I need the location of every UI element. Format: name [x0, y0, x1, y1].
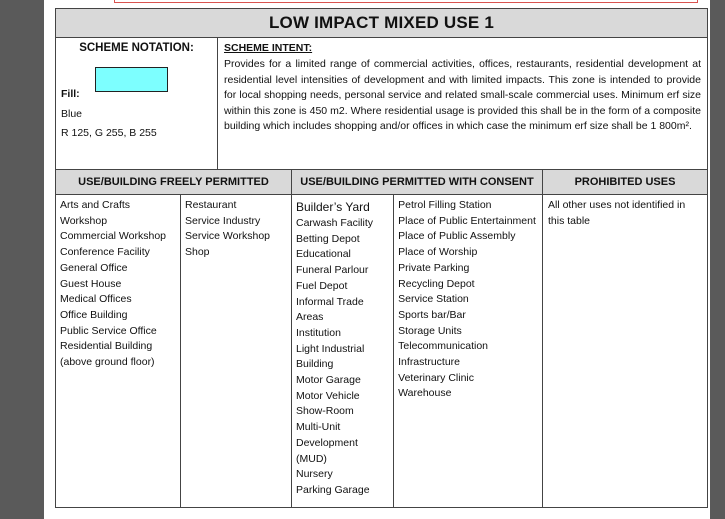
use-list-item: Motor Garage: [296, 374, 361, 387]
fill-color-swatch: [95, 67, 168, 92]
use-list-item: Veterinary Clinic: [398, 371, 475, 384]
consent-column: [292, 195, 543, 507]
use-list-item: Service Station: [398, 293, 469, 306]
use-list-item: Workshop: [60, 214, 108, 227]
use-list-item: Guest House: [60, 277, 122, 290]
scheme-intent-text: Provides for a limited range of commercial activities, offices, restaurants, residential development at residential level intensities of development and with limited impacts. This zone is intended to provide for local shopping needs, personal service and related small-scale commercial uses. Minimum erf size within this zone is 450 m2. Where residential usage is provided this shall be in the form of a composite building which includes shopping and/or offices in which case the minimum erf size shall be 1 800m².: [224, 58, 701, 133]
use-list-item: Carwash Facility: [296, 217, 374, 229]
use-list-item: Light Industrial Building: [296, 342, 365, 371]
column-header-row: [56, 170, 707, 195]
use-list-item: Residential Building (above ground floor): [60, 340, 155, 369]
use-list-item: Service Industry: [185, 214, 261, 227]
fill-label: Fill:: [61, 88, 80, 100]
freely-permitted-header: USE/BUILDING FREELY PERMITTED: [56, 170, 292, 194]
use-list-item: General Office: [60, 261, 128, 274]
scheme-row: [56, 38, 707, 170]
use-list-item: Telecommunication Infrastructure: [398, 340, 489, 369]
consent-list-b: [398, 198, 538, 402]
color-name: Blue: [61, 108, 83, 120]
uses-body-row: [56, 195, 707, 507]
use-list-item: Parking Garage: [296, 483, 370, 496]
use-list-item: Funeral Parlour: [296, 264, 369, 277]
use-list-item: Arts and Crafts: [60, 199, 131, 211]
use-list-item: Warehouse: [398, 387, 452, 400]
use-list-item: Institution: [296, 326, 341, 339]
consent-list-a: [296, 198, 389, 499]
use-list-item: Recycling Depot: [398, 277, 475, 290]
use-list-item: Storage Units: [398, 324, 462, 337]
use-list-item: Nursery: [296, 468, 333, 481]
consent-header: USE/BUILDING PERMITTED WITH CONSENT: [292, 170, 543, 194]
use-list-item: Conference Facility: [60, 246, 150, 259]
freely-permitted-list-a: [60, 198, 176, 371]
use-list-item: Informal Trade Areas: [296, 295, 364, 324]
use-list-item: Place of Public Entertainment: [398, 214, 536, 227]
zone-title: LOW IMPACT MIXED USE 1: [56, 9, 707, 38]
scheme-intent-header: SCHEME INTENT:: [224, 42, 313, 54]
use-list-item: Fuel Depot: [296, 279, 348, 292]
use-list-item: Betting Depot: [296, 232, 360, 245]
use-list-item: Sports bar/Bar: [398, 308, 466, 321]
use-list-item: Restaurant: [185, 199, 237, 211]
use-list-item: Place of Worship: [398, 246, 478, 259]
prohibited-column: [543, 195, 707, 507]
use-list-item: Commercial Workshop: [60, 230, 166, 243]
prohibited-text: All other uses not identified in this table: [548, 199, 686, 227]
use-list-item: Multi-Unit Development (MUD): [296, 421, 358, 465]
use-list-item: Educational: [296, 248, 351, 261]
use-list-item: Medical Offices: [60, 293, 132, 306]
scheme-notation-header: SCHEME NOTATION:: [79, 42, 194, 54]
freely-permitted-column: [56, 195, 292, 507]
use-list-item: Place of Public Assembly: [398, 230, 516, 243]
scheme-notation-cell: [56, 38, 218, 169]
scheme-intent-cell: [218, 38, 707, 169]
use-list-item: Office Building: [60, 308, 128, 321]
rgb-values: R 125, G 255, B 255: [61, 127, 157, 139]
use-list-item: Builder’s Yard: [296, 200, 370, 214]
prohibited-header: PROHIBITED USES: [543, 170, 707, 194]
use-list-item: Public Service Office: [60, 324, 157, 337]
red-outline-box: [114, 0, 698, 3]
use-list-item: Petrol Filling Station: [398, 199, 492, 211]
use-list-item: Service Workshop: [185, 230, 271, 243]
zoning-table: [55, 8, 708, 508]
use-list-item: Private Parking: [398, 261, 470, 274]
use-list-item: Motor Vehicle Show-Room: [296, 389, 360, 418]
use-list-item: Shop: [185, 246, 210, 259]
freely-permitted-list-b: [185, 198, 270, 261]
